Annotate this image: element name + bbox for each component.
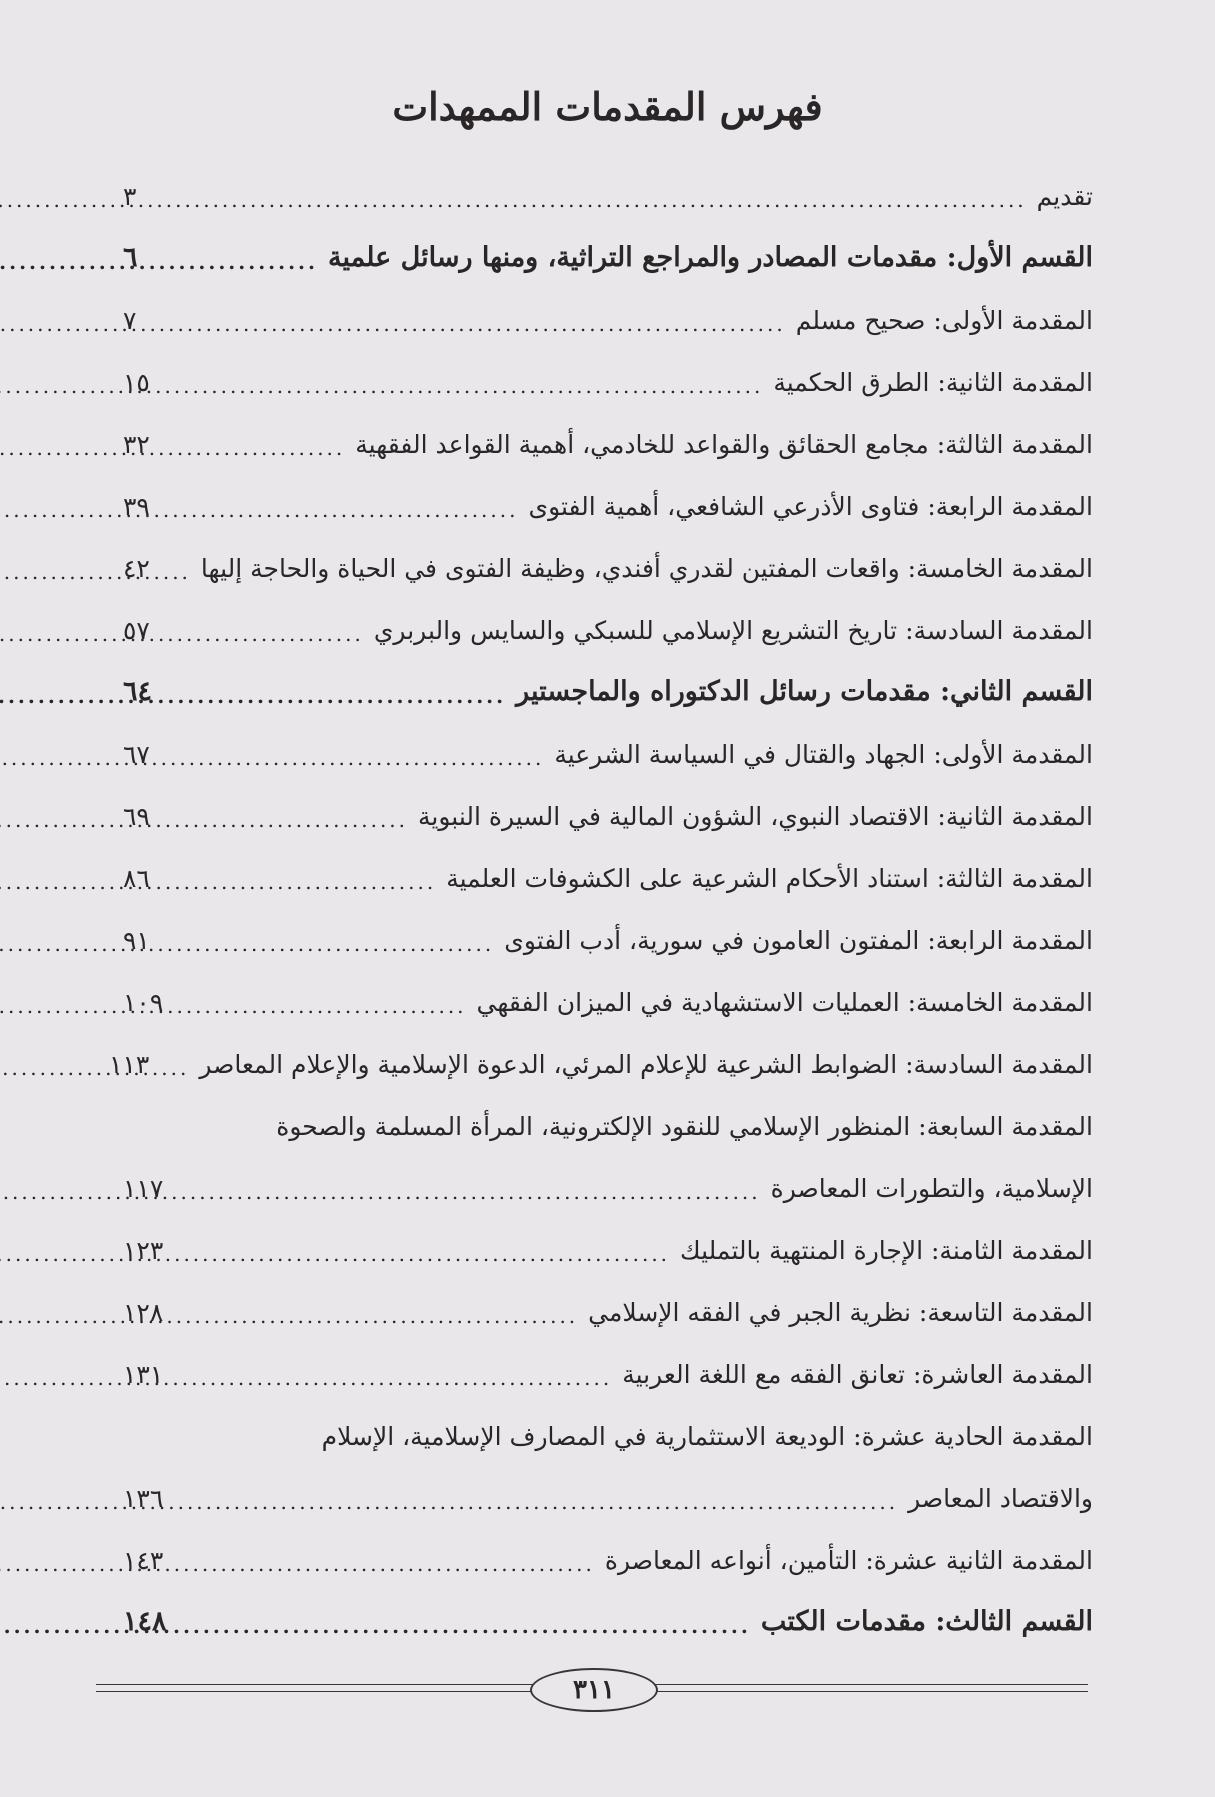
toc-entry-page: ١١٧: [123, 1174, 164, 1203]
toc-entry-page: ٦٤: [123, 675, 153, 707]
toc-entry-title: المقدمة الخامسة: العمليات الاستشهادية في الميزان الفقهي: [476, 988, 1093, 1017]
toc-entry-page: ١٣٦: [123, 1484, 164, 1513]
toc-entry-title: المقدمة السادسة: الضوابط الشرعية للإعلام المرئي، الدعوة الإسلامية والإعلام المعاصر: [199, 1050, 1093, 1079]
toc-entry-title: المقدمة العاشرة: تعانق الفقه مع اللغة العربية: [622, 1360, 1093, 1389]
toc-entry-title: المقدمة الأولى: صحيح مسلم: [795, 306, 1093, 335]
toc-entry: [123, 894, 1093, 956]
dot-leader: [160, 808, 408, 832]
toc-entry-page: ٤٢: [123, 554, 150, 583]
dot-leader: [160, 622, 364, 646]
toc-entry: [123, 460, 1093, 522]
toc-entry-page: ٩١: [123, 926, 150, 955]
toc-entry-page: ٥٧: [123, 616, 150, 645]
toc-section-heading: [123, 212, 1093, 274]
dot-leader: [159, 1056, 189, 1080]
toc-entry-page: ١٢٣: [123, 1236, 164, 1265]
dot-leader: [160, 560, 191, 584]
toc-entry: [123, 1452, 1093, 1514]
toc-section-heading: [123, 646, 1093, 708]
dot-leader: [173, 1366, 612, 1390]
toc-entry-title: المقدمة الرابعة: المفتون العامون في سورية، أدب الفتوى: [504, 926, 1093, 955]
toc-entry-page: ٧: [123, 306, 137, 335]
toc-entry: [109, 1018, 1093, 1080]
toc-entry-page: ١٢٨: [123, 1298, 164, 1327]
toc-entry-title: الإسلامية، والتطورات المعاصرة: [770, 1174, 1093, 1203]
toc-entry: [123, 1514, 1093, 1576]
toc-entry-title: المقدمة السادسة: تاريخ التشريع الإسلامي للسبكي والسايس والبربري: [373, 616, 1093, 645]
toc-entry-title: والاقتصاد المعاصر: [908, 1484, 1093, 1513]
toc-entry-title: المقدمة التاسعة: نظرية الجبر في الفقه الإسلامي: [588, 1298, 1093, 1327]
toc-entry: [123, 398, 1093, 460]
toc-entry-title: المقدمة الخامسة: واقعات المفتين لقدري أفندي، وظيفة الفتوى في الحياة والحاجة إليها: [200, 554, 1093, 583]
toc-entry: [123, 274, 1093, 336]
dot-leader: [160, 932, 494, 956]
toc-entry: [123, 522, 1093, 584]
toc-entry-page: ٦: [123, 241, 138, 273]
table-of-contents: [109, 150, 1093, 1638]
toc-entry-title: القسم الثاني: مقدمات رسائل الدكتوراه والماجستير: [516, 675, 1093, 707]
dot-leader: [173, 1552, 595, 1576]
toc-entry-title: تقديم: [1036, 182, 1093, 211]
toc-entry: [123, 1204, 1093, 1266]
toc-entry-title: المقدمة الحادية عشرة: الوديعة الاستثمارية في المصارف الإسلامية، الإسلام: [321, 1422, 1093, 1451]
toc-entry-page: ١٥: [123, 368, 150, 397]
dot-leader: [160, 498, 519, 522]
dot-leader: [148, 250, 318, 274]
toc-entry-page: ٦٧: [123, 740, 150, 769]
toc-entry-continued: [123, 1080, 1093, 1142]
toc-entry-title: المقدمة الثانية: الطرق الحكمية: [773, 368, 1093, 397]
dot-leader: [173, 1490, 898, 1514]
page-number: ٣١١: [530, 1668, 658, 1712]
toc-entry: [123, 708, 1093, 770]
toc-entry: [123, 1142, 1093, 1204]
dot-leader: [173, 1180, 760, 1204]
dot-leader: [173, 994, 466, 1018]
toc-entry-page: ١٤٨: [123, 1605, 167, 1637]
dot-leader: [146, 312, 785, 336]
toc-entry-title: المقدمة الأولى: الجهاد والقتال في السياسة الشرعية: [554, 740, 1093, 769]
dot-leader: [160, 436, 345, 460]
toc-entry-title: المقدمة الثالثة: مجامع الحقائق والقواعد للخادمي، أهمية القواعد الفقهية: [355, 430, 1093, 459]
toc-section-heading: [123, 1576, 1093, 1638]
toc-entry: [123, 956, 1093, 1018]
toc-entry-page: ١٠٩: [123, 988, 164, 1017]
dot-leader: [177, 1614, 751, 1638]
toc-entry-title: القسم الأول: مقدمات المصادر والمراجع التراثية، ومنها رسائل علمية: [327, 241, 1093, 273]
toc-entry-title: المقدمة الثانية عشرة: التأمين، أنواعه المعاصرة: [604, 1546, 1093, 1575]
dot-leader: [160, 870, 436, 894]
toc-entry-page: ١٣١: [123, 1360, 164, 1389]
toc-entry-page: ٨٦: [123, 864, 150, 893]
toc-entry-title: المقدمة الرابعة: فتاوى الأذرعي الشافعي، أهمية الفتوى: [528, 492, 1093, 521]
toc-entry-title: المقدمة الثالثة: استناد الأحكام الشرعية على الكشوفات العلمية: [446, 864, 1093, 893]
toc-entry-page: ٣٩: [123, 492, 150, 521]
toc-entry-title: المقدمة الثانية: الاقتصاد النبوي، الشؤون المالية في السيرة النبوية: [418, 802, 1093, 831]
toc-entry: [123, 770, 1093, 832]
toc-entry-page: ٦٩: [123, 802, 150, 831]
toc-entry: [123, 1328, 1093, 1390]
toc-entry-title: المقدمة الثامنة: الإجارة المنتهية بالتمليك: [680, 1236, 1093, 1265]
dot-leader: [160, 746, 544, 770]
page-title: فهرس المقدمات الممهدات: [392, 84, 823, 129]
toc-entry-continued: [123, 1390, 1093, 1452]
dot-leader: [146, 188, 1026, 212]
toc-entry-page: ٣٢: [123, 430, 150, 459]
dot-leader: [162, 684, 506, 708]
dot-leader: [173, 1304, 578, 1328]
toc-entry-page: ٣: [123, 182, 137, 211]
toc-entry: [123, 150, 1093, 212]
toc-entry: [123, 336, 1093, 398]
dot-leader: [173, 1242, 670, 1266]
dot-leader: [160, 374, 763, 398]
toc-entry-page: ١١٣: [109, 1050, 150, 1079]
toc-entry-page: ١٤٣: [123, 1546, 164, 1575]
toc-entry-title: المقدمة السابعة: المنظور الإسلامي للنقود الإلكترونية، المرأة المسلمة والصحوة: [276, 1112, 1093, 1141]
toc-entry: [123, 584, 1093, 646]
toc-entry: [123, 1266, 1093, 1328]
toc-entry: [123, 832, 1093, 894]
toc-entry-title: القسم الثالث: مقدمات الكتب: [760, 1605, 1093, 1637]
